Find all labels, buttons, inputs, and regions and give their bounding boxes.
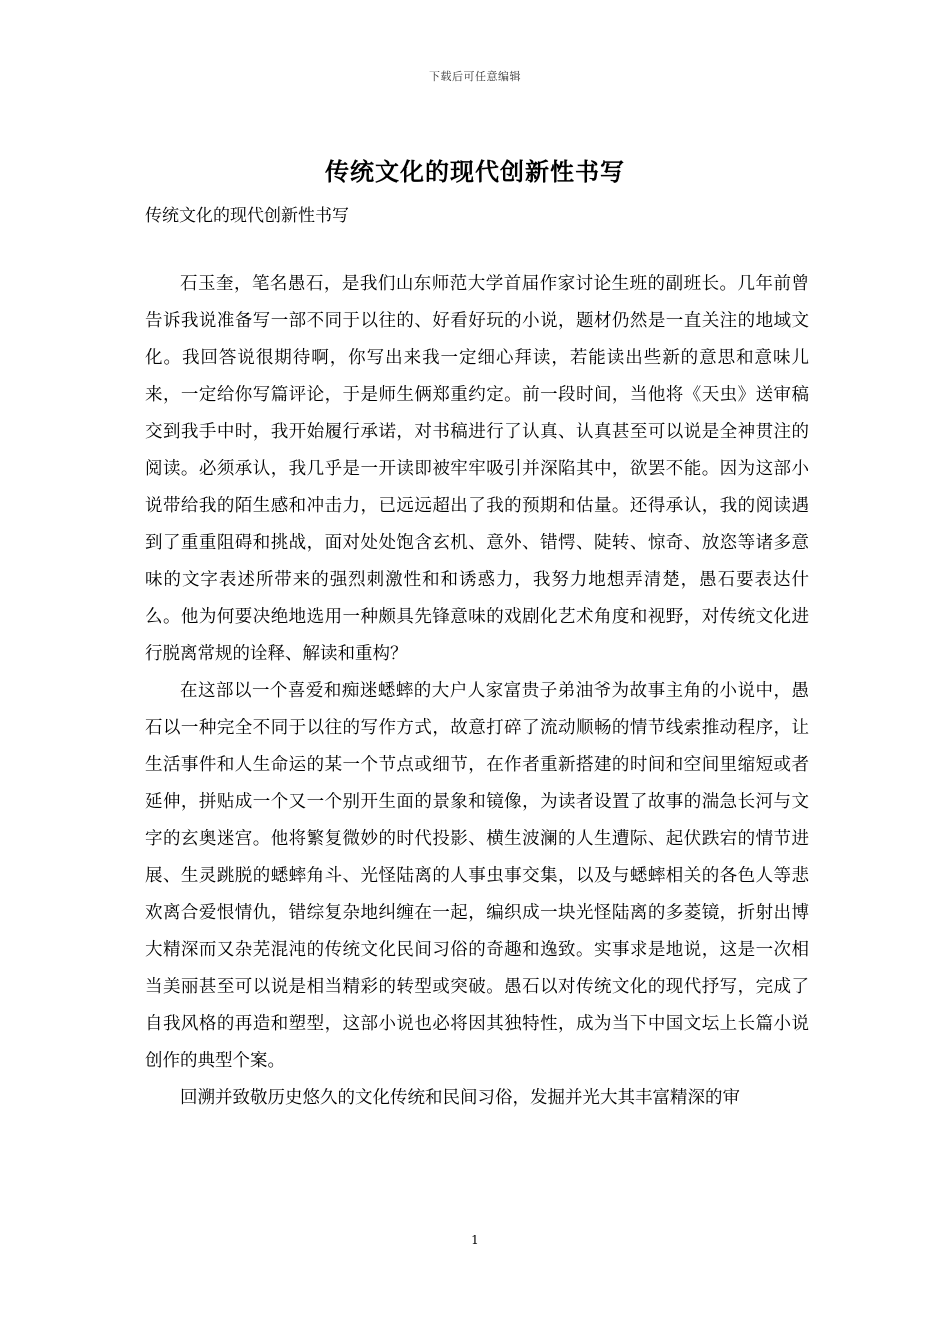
header-note: 下载后可任意编辑	[429, 70, 521, 83]
page-number: 1	[471, 1233, 479, 1247]
document-title: 传统文化的现代创新性书写	[325, 157, 625, 186]
body-paragraph: 回溯并致敬历史悠久的文化传统和民间习俗，发掘并光大其丰富精深的审	[180, 1088, 740, 1108]
body-paragraph: 石玉奎，笔名愚石，是我们山东师范大学首届作家讨论生班的副班长。几年前曾告诉我说准备写一部不同于以往的、好看好玩的小说，题材仍然是一直关注的地域文化。我回答说很期待啊，你写出来我一定细心拜读，若能读出些新的意思和意味儿来，一定给你写篇评论，于是师生俩郑重约定。前一段时间，当他将《天虫》送审稿交到我手中时，我开始履行承诺，对书稿进行了认真、认真甚至可以说是全神贯注的阅读。必须承认，我几乎是一开读即被牢牢吸引并深陷其中，欲罢不能。因为这部小说带给我的陌生感和冲击力，已远远超出了我的预期和估量。还得承认，我的阅读遇到了重重阻碍和挑战，面对处处饱含玄机、意外、错愕、陡转、惊奇、放恣等诸多意味的文字表述所带来的强烈刺激性和和诱惑力，我努力地想弄清楚，愚石要表达什么。他为何要决绝地选用一种颇具先锋意味的戏剧化艺术角度和视野，对传统文化进行脱离常规的诠释、解读和重构？	[145, 274, 809, 664]
document-body	[145, 266, 809, 1206]
body-paragraph: 在这部以一个喜爱和痴迷蟋蟀的大户人家富贵子弟油爷为故事主角的小说中，愚石以一种完全不同于以往的写作方式，故意打碎了流动顺畅的情节线索推动程序，让生活事件和人生命运的某一个节点或细节，在作者重新搭建的时间和空间里缩短或者延伸，拼贴成一个又一个别开生面的景象和镜像，为读者设置了故事的湍急长河与文字的玄奥迷宫。他将繁复微妙的时代投影、横生波澜的人生遭际、起伏跌宕的情节进展、生灵跳脱的蟋蟀角斗、光怪陆离的人事虫事交集，以及与蟋蟀相关的各色人等悲欢离合爱恨情仇，错综复杂地纠缠在一起，编织成一块光怪陆离的多菱镜，折射出博大精深而又杂芜混沌的传统文化民间习俗的奇趣和逸致。实事求是地说，这是一次相当美丽甚至可以说是相当精彩的转型或突破。愚石以对传统文化的现代抒写，完成了自我风格的再造和塑型，这部小说也必将因其独特性，成为当下中国文坛上长篇小说创作的典型个案。	[145, 681, 809, 1071]
document-subtitle: 传统文化的现代创新性书写	[145, 206, 349, 226]
